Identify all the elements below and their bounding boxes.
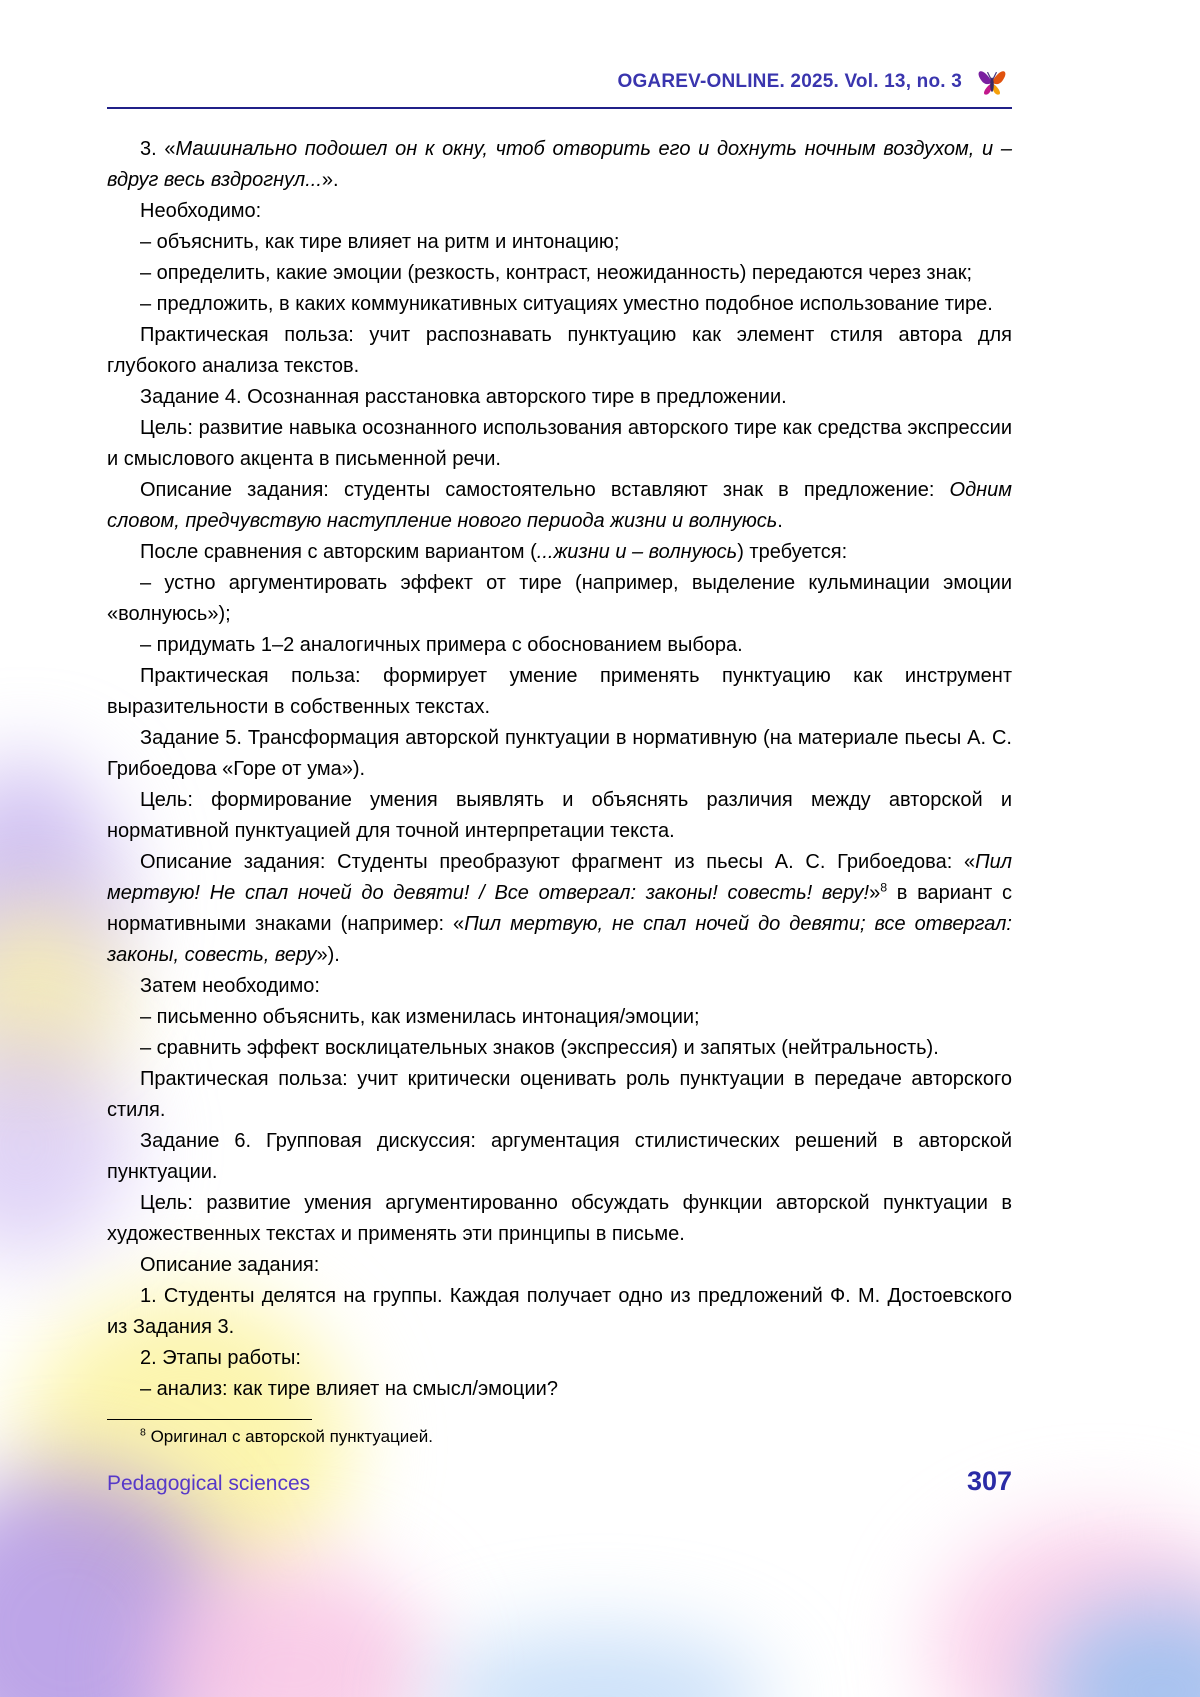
footnote-text: Оригинал с авторской пунктуацией. — [145, 1427, 433, 1446]
butterfly-logo-icon — [972, 64, 1012, 100]
paragraph: – устно аргументировать эффект от тире (например, выделение кульминации эмоции «волнуюсь»); — [107, 572, 1012, 625]
paragraph: – определить, какие эмоции (резкость, контраст, неожиданность) передаются через знак; — [140, 262, 973, 284]
paragraph: После сравнения с авторским вариантом (...жизни и – волнуюсь) требуется: — [140, 541, 848, 563]
page-content — [107, 0, 1012, 1448]
paragraph: Задание 6. Групповая дискуссия: аргументация стилистических решений в авторской пунктуации. — [107, 1130, 1012, 1183]
paragraph: Описание задания: Студенты преобразуют фрагмент из пьесы А. С. Грибоедова: «Пил мертвую! Не спал ночей до девяти! / Все отвергал: законы! совесть! веру!»$^8$ в вариант с нормативными знаками (например: «Пил мертвую, не спал ночей до девяти; все отвергал: законы, совесть, веру»). — [107, 851, 1012, 966]
footnote-block — [107, 1419, 1012, 1448]
paragraph: 3. «Машинально подошел он к окну, чтоб отворить его и дохнуть ночным воздухом, и – вдруг весь вздрогнул...». — [107, 138, 1012, 191]
paragraph: Практическая польза: формирует умение применять пунктуацию как инструмент выразительности в собственных текстах. — [107, 665, 1012, 718]
paragraph: Цель: формирование умения выявлять и объяснять различия между авторской и нормативной пунктуацией для точной интерпретации текста. — [107, 789, 1012, 842]
page-header — [107, 0, 1012, 109]
page-number: 307 — [966, 1466, 1012, 1496]
paragraph: Затем необходимо: — [140, 975, 320, 997]
page-footer — [107, 1466, 1012, 1497]
paragraph: 2. Этапы работы: — [140, 1347, 301, 1369]
paragraph: Задание 4. Осознанная расстановка авторского тире в предложении. — [140, 386, 787, 408]
footnote-marker: 8 — [140, 1426, 146, 1439]
paragraph: – придумать 1–2 аналогичных примера с обоснованием выбора. — [140, 634, 743, 656]
paragraph: – сравнить эффект восклицательных знаков (экспрессия) и запятых (нейтральность). — [140, 1037, 939, 1059]
body-paragraphs — [107, 134, 1012, 1405]
paragraph: Описание задания: — [140, 1254, 320, 1276]
paragraph: Описание задания: студенты самостоятельно вставляют знак в предложение: Одним словом, предчувствую наступление нового периода жизни и волнуюсь. — [107, 479, 1012, 532]
paragraph: – объяснить, как тире влияет на ритм и интонацию; — [140, 231, 620, 253]
paragraph: Практическая польза: учит распознавать пунктуацию как элемент стиля автора для глубокого анализа текстов. — [107, 324, 1012, 377]
paragraph: – предложить, в каких коммуникативных ситуациях уместно подобное использование тире. — [140, 293, 993, 315]
paragraph: – письменно объяснить, как изменилась интонация/эмоции; — [140, 1006, 700, 1028]
paragraph: Необходимо: — [140, 200, 262, 222]
footer-section-label: Pedagogical sciences — [107, 1472, 311, 1495]
paragraph: Практическая польза: учит критически оценивать роль пунктуации в передаче авторского стиля. — [107, 1068, 1012, 1121]
footnote-separator — [107, 1419, 312, 1420]
paragraph: Цель: развитие навыка осознанного использования авторского тире как средства экспрессии и смыслового акцента в письменной речи. — [107, 417, 1012, 470]
paragraph: Задание 5. Трансформация авторской пунктуации в нормативную (на материале пьесы А. С. Грибоедова «Горе от ума»). — [107, 727, 1012, 780]
paragraph: – анализ: как тире влияет на смысл/эмоции? — [140, 1378, 558, 1400]
paragraph: Цель: развитие умения аргументированно обсуждать функции авторской пунктуации в художественных текстах и применять эти принципы в письме. — [107, 1192, 1012, 1245]
paragraph: 1. Студенты делятся на группы. Каждая получает одно из предложений Ф. М. Достоевского из Задания 3. — [107, 1285, 1012, 1338]
footnote — [107, 1426, 1012, 1448]
journal-title: OGAREV-ONLINE. 2025. Vol. 13, no. 3 — [617, 71, 962, 92]
decorative-blob-bottom-blue — [430, 1630, 770, 1697]
